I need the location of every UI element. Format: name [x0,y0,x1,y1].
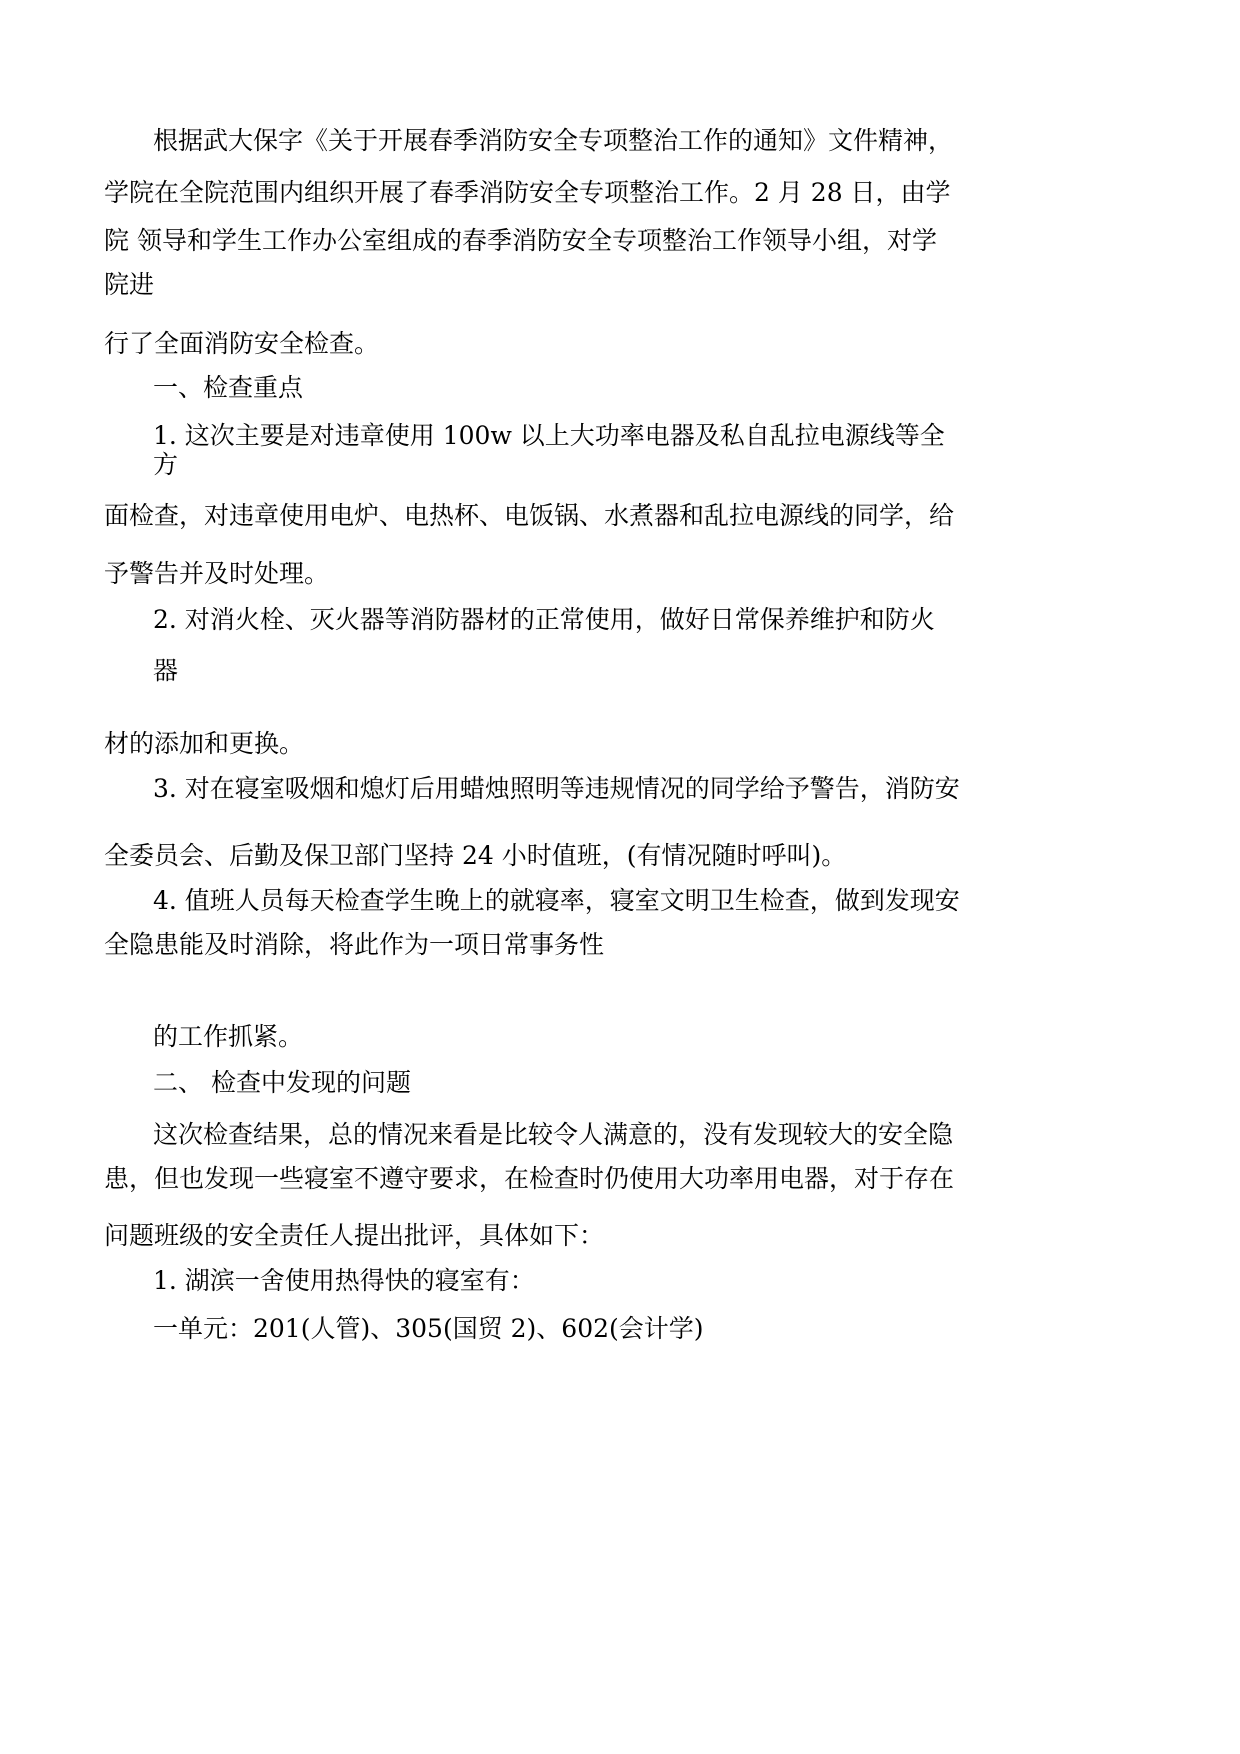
item-1-line-4: 予警告并及时处理。 [104,559,330,588]
item-2-line-1: 2. 对消火栓、灭火器等消防器材的正常使用，做好日常保养维护和防火 [153,605,935,634]
paragraph-results-line-2: 患，但也发现一些寝室不遵守要求，在检查时仍使用大功率用电器，对于存在 [104,1164,955,1193]
paragraph-results-line-1: 这次检查结果，总的情况来看是比较令人满意的，没有发现较大的安全隐 [153,1120,954,1149]
section-heading-1: 一、检查重点 [153,373,304,402]
item-3-line-2: 全委员会、后勤及保卫部门坚持 24 小时值班，(有情况随时呼叫)。 [104,841,847,870]
item-4-line-2: 全隐患能及时消除，将此作为一项日常事务性 [104,930,605,959]
paragraph-intro-line-5: 行了全面消防安全检查。 [104,329,380,358]
finding-item-1-unit-1: 一单元：201(人管)、305(国贸 2)、602(会计学) [153,1314,704,1343]
item-1-line-2: 方 [153,450,179,479]
finding-item-1: 1. 湖滨一舍使用热得快的寝室有： [153,1266,535,1295]
item-2-line-3: 材的添加和更换。 [104,729,305,758]
paragraph-intro-line-3: 院 领导和学生工作办公室组成的春季消防安全专项整治工作领导小组，对学 [104,226,937,255]
section-heading-2: 二、 检查中发现的问题 [153,1068,411,1097]
paragraph-intro-line-1: 根据武大保字《关于开展春季消防安全专项整治工作的通知》文件精神， [153,126,954,155]
paragraph-results-line-3: 问题班级的安全责任人提出批评，具体如下： [104,1221,605,1250]
paragraph-intro-line-2: 学院在全院范围内组织开展了春季消防安全专项整治工作。2 月 28 日，由学 [104,178,951,207]
item-1-line-1: 1. 这次主要是对违章使用 100w 以上大功率电器及私自乱拉电源线等全 [153,421,945,450]
item-4-line-1: 4. 值班人员每天检查学生晚上的就寝率，寝室文明卫生检查，做到发现安 [153,886,960,915]
item-4-line-3: 的工作抓紧。 [153,1022,304,1051]
item-2-line-2: 器 [153,656,179,685]
item-1-line-3: 面检查，对违章使用电炉、电热杯、电饭锅、水煮器和乱拉电源线的同学，给 [104,501,955,530]
paragraph-intro-line-4: 院进 [104,270,155,299]
item-3-line-1: 3. 对在寝室吸烟和熄灯后用蜡烛照明等违规情况的同学给予警告，消防安 [153,774,960,803]
